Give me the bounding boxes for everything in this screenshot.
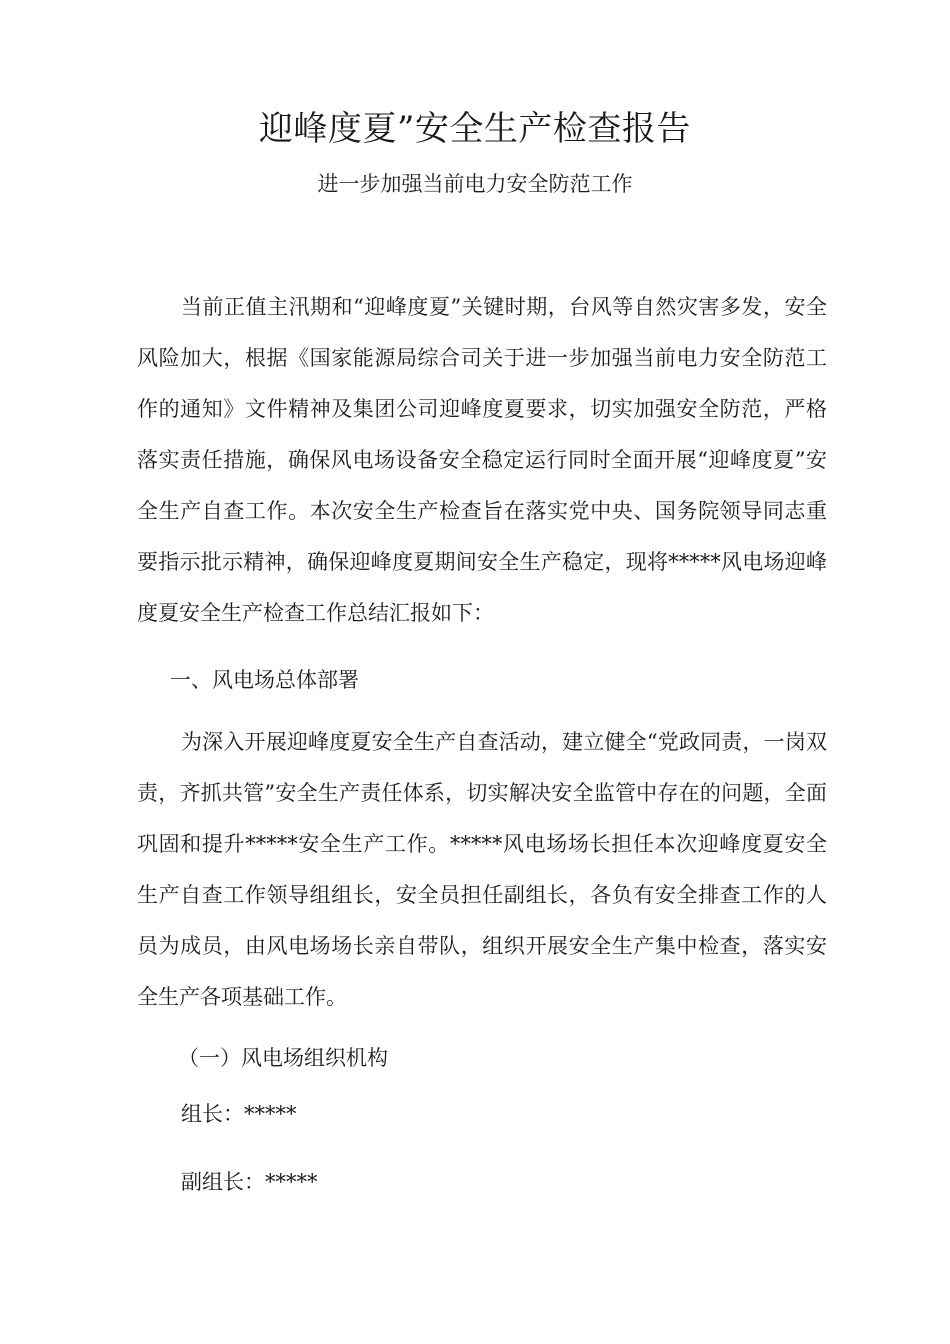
intro-paragraph: 当前正值主汛期和“迎峰度夏”关键时期，台风等自然灾害多发，安全风险加大，根据《国家能源局综合司关于进一步加强当前电力安全防范工作的通知》文件精神及集团公司迎峰度夏要求，切实加强安全防范，严格落实责任措施，确保风电场设备安全稳定运行同时全面开展“迎峰度夏”安全生产自查工作。本次安全生产检查旨在落实党中央、国务院领导同志重要指示批示精神，确保迎峰度夏期间安全生产稳定，现将*****风电场迎峰度夏安全生产检查工作总结汇报如下：	[137, 295, 827, 625]
document-subtitle: 进一步加强当前电力安全防范工作	[317, 172, 633, 196]
deployment-paragraph: 为深入开展迎峰度夏安全生产自查活动，建立健全“党政同责，一岗双责，齐抓共管”安全生产责任体系，切实解决安全监管中存在的问题，全面巩固和提升*****安全生产工作。*****风电场场长担任本次迎峰度夏安全生产自查工作领导组组长，安全员担任副组长，各负有安全排查工作的人员为成员，由风电场场长亲自带队，组织开展安全生产集中检查，落实安全生产各项基础工作。	[137, 730, 827, 1009]
document-title: 迎峰度夏”安全生产检查报告	[259, 109, 691, 149]
leader-line: 组长：*****	[181, 1102, 297, 1126]
deputy-leader-line: 副组长：*****	[181, 1170, 318, 1194]
subsection-heading-organization: （一）风电场组织机构	[178, 1046, 388, 1070]
section-heading-overall-deployment: 一、风电场总体部署	[170, 668, 359, 692]
